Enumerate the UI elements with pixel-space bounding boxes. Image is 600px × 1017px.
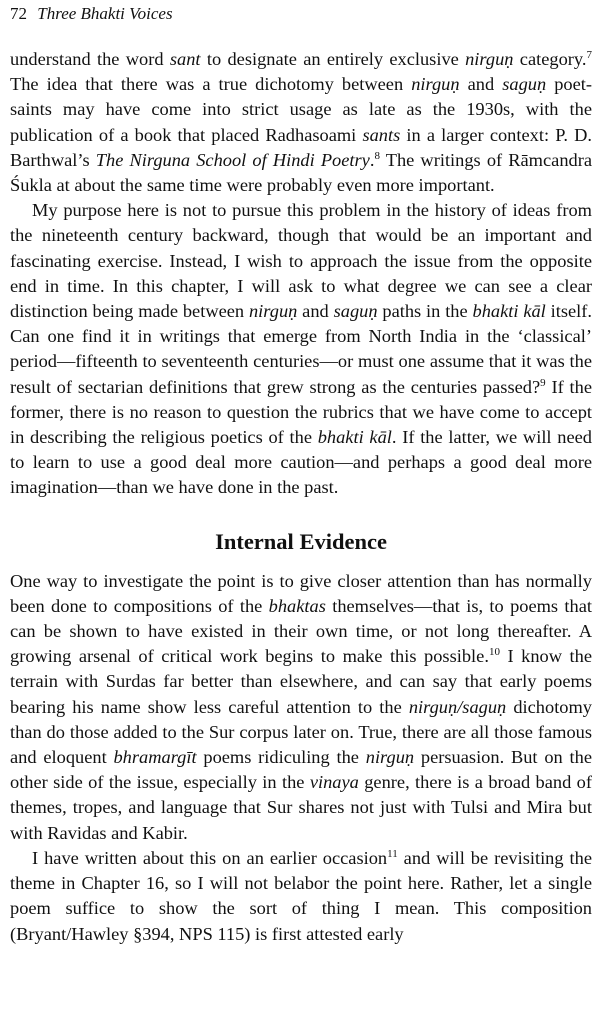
- italic-term: nirguṇ: [365, 747, 415, 768]
- page-number: 72: [10, 4, 27, 23]
- paragraph: [10, 569, 592, 846]
- text-run: in a larger context: P. D. Barthwal’s: [10, 124, 592, 170]
- running-head: [10, 4, 592, 24]
- text-run: understand the word: [10, 49, 170, 69]
- note-reference: 8: [374, 149, 380, 162]
- italic-term: nirguṇ: [411, 74, 460, 95]
- section-text: [10, 569, 592, 947]
- paragraph: [10, 198, 592, 500]
- text-run: itself. Can one find it in writings that emerge from North India in the ‘classical’ period—fifteenth to seventeenth centuries—or must one assume that it was the result of sectarian definitions that grew strong as the centuries passed?: [10, 301, 593, 397]
- text-run: dichotomy than do those added to the Sur corpus later on. True, there are all those famous and eloquent: [10, 696, 593, 768]
- italic-term: saguṇ: [333, 301, 378, 322]
- paragraph: [10, 846, 592, 947]
- italic-term: bhramargīt: [113, 747, 197, 768]
- text-run: The idea that there was a true dichotomy between: [10, 74, 412, 95]
- text-run: genre, there is a broad band of themes, tropes, and language that Sur shares not just with Tulsi and Mira but with Ravidas and Kabir.: [10, 772, 592, 843]
- note-reference: 9: [540, 376, 546, 389]
- italic-term: saguṇ: [502, 74, 547, 95]
- italic-term: bhakti kāl: [472, 301, 546, 322]
- text-run: My purpose here is not to pursue this problem in the history of ideas from the nineteenth century backward, though that would be an important and fascinating exercise. Instead, I wish to approach the issue from the opposite end in time. In this chapter, I will ask to what degree we can see a clear distinction being made between: [10, 200, 592, 322]
- text-run: poet-saints may have come into strict usage as late as the 1930s, with the publication of a book that placed Radhasoami: [10, 74, 592, 145]
- italic-term: nirguṇ: [248, 301, 298, 322]
- text-run: I know the terrain with Surdas far better than elsewhere, and can say that early poems bearing his name show less careful attention to the: [10, 646, 592, 717]
- text-run: The writings of Rāmcandra Śukla at about the same time were probably even more important.: [10, 149, 592, 196]
- italic-term: sant: [169, 49, 201, 69]
- text-run: persuasion. But on the other side of the issue, especially in the: [10, 747, 592, 793]
- text-run: category.: [513, 49, 587, 69]
- paragraph: [10, 47, 592, 198]
- text-run: .: [369, 149, 375, 170]
- note-reference: 11: [387, 847, 398, 860]
- text-run: . If the latter, we will need to learn to use a good deal more caution—and perhaps a good deal more imagination—than we have done in the past.: [10, 427, 592, 498]
- text-run: poems ridiculing the: [196, 747, 366, 768]
- running-head-title: Three Bhakti Voices: [37, 4, 173, 23]
- text-run: and will be revisiting the theme in Chapter 16, so I will not belabor the point here. Rather, let a single poem suffice to show the sort of thing I mean. This composition (Bryant/Hawley §394, NPS 115) is first attested early: [10, 847, 592, 944]
- text-run: to designate an entirely exclusive: [200, 49, 466, 69]
- text-run: paths in the: [377, 301, 473, 322]
- italic-term: The Nirguna School of Hindi Poetry: [95, 149, 370, 170]
- note-reference: 10: [488, 646, 500, 659]
- text-run: and: [459, 74, 503, 95]
- text-run: I have written about this on an earlier occasion: [32, 847, 388, 868]
- italic-term: vinaya: [309, 772, 359, 793]
- text-run: and: [297, 301, 334, 322]
- section-heading: Internal Evidence: [215, 528, 387, 554]
- italic-term: sants: [362, 124, 401, 145]
- text-run: themselves—that is, to poems that can be shown to have existed in their own time, or not long thereafter. A growing arsenal of critical work begins to make this possible.: [10, 595, 592, 667]
- note-reference: 7: [586, 49, 592, 61]
- text-run: If the former, there is no reason to question the rubrics that we have come to accept in describing the religious poetics of the: [10, 376, 592, 448]
- italic-term: nirguṇ/saguṇ: [408, 696, 507, 717]
- text-run: One way to investigate the point is to give closer attention than has normally been done to compositions of the: [10, 570, 592, 616]
- intro-text: [10, 47, 592, 501]
- italic-term: bhaktas: [268, 595, 326, 616]
- italic-term: bhakti kāl: [317, 427, 392, 448]
- italic-term: nirguṇ: [465, 49, 514, 69]
